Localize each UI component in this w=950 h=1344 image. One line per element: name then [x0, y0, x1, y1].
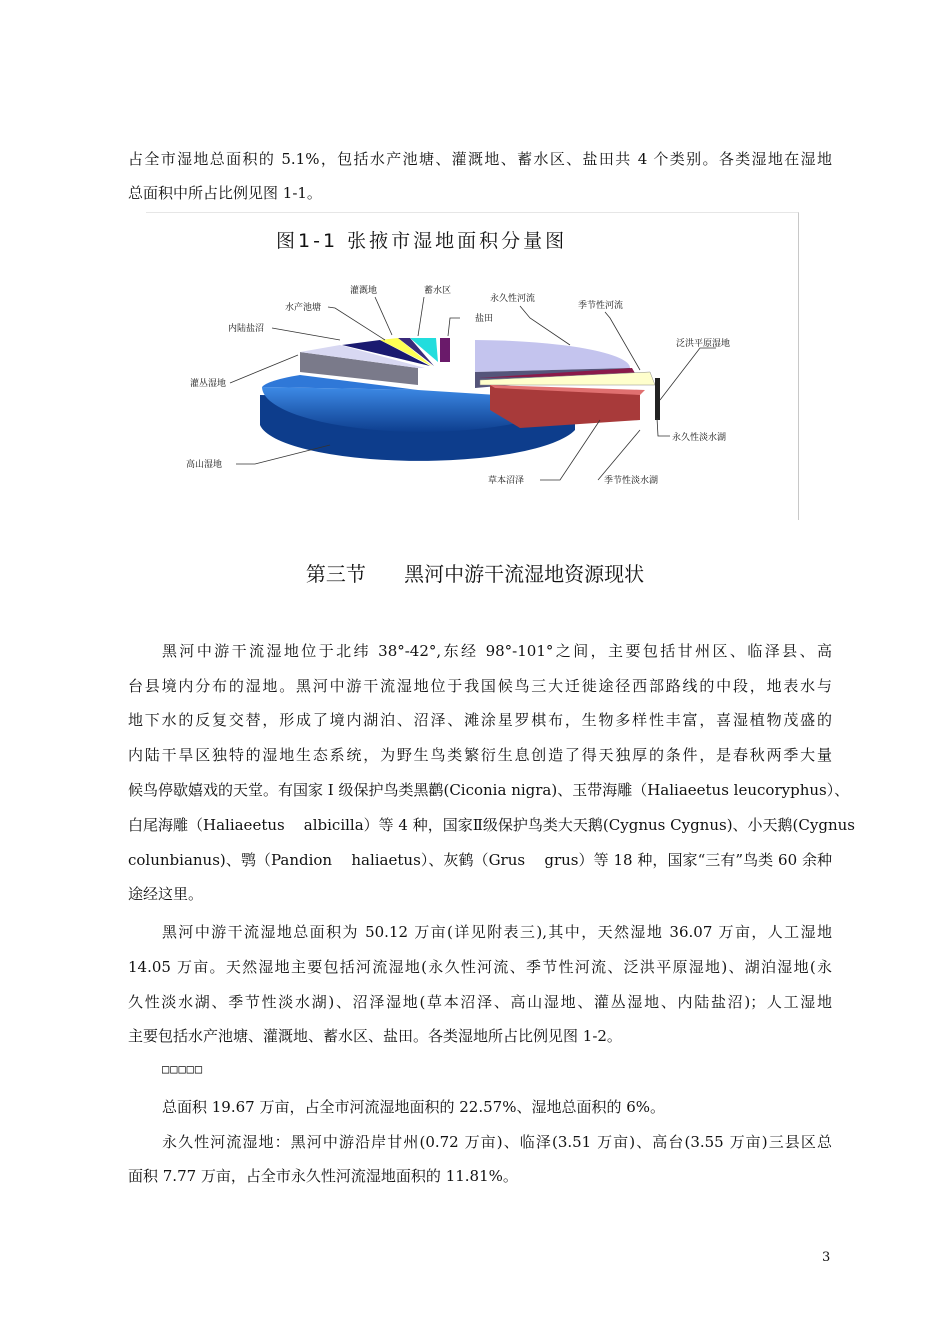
text-line: 永久性河流湿地：黑河中游沿岸甘州(0.72 万亩)、临泽(3.51 万亩)、高台(3.55 万亩)三县区总: [162, 1133, 832, 1151]
garbled-subheading: □□□□□: [162, 1062, 204, 1076]
text-line: 白尾海雕（Haliaeetus albicilla）等 4 种，国家Ⅱ级保护鸟类大天鹅(Cygnus Cygnus)、小天鹅(Cygnus: [128, 816, 855, 834]
label-yongjiuhe: 永久性河流: [490, 294, 536, 304]
text-line: 总面积中所占比例见图 1-1。: [128, 184, 322, 202]
text-line: 黑河中游干流湿地总面积为 50.12 万亩(详见附表三),其中，天然湿地 36.07 万亩，人工湿地: [162, 923, 832, 941]
slice-yongjiuhu: [655, 378, 660, 420]
pie-chart-3d: [0, 0, 950, 540]
label-jijiehu: 季节性淡水湖: [604, 476, 659, 486]
text-line: 候鸟停歇嬉戏的天堂。有国家 I 级保护鸟类黑鹳(Ciconia nigra)、玉带海雕（Haliaeetus leucoryphus）、: [128, 781, 850, 799]
text-line: 14.05 万亩。天然湿地主要包括河流湿地(永久性河流、季节性河流、泛洪平原湿地)、湖泊湿地(永: [128, 958, 832, 976]
label-caoben: 草本沼泽: [488, 476, 525, 486]
text-line: colunbianus)、鹗（Pandion haliaetus）、灰鹤（Grus grus）等 18 种，国家“三有”鸟类 60 余种: [128, 851, 832, 869]
text-line: 黑河中游干流湿地位于北纬 38°-42°,东经 98°-101°之间，主要包括甘州区、临泽县、高: [162, 642, 832, 660]
label-neiluyanzhao: 内陆盐沼: [228, 324, 265, 334]
figure-title: 图1-1 张掖市湿地面积分量图: [276, 230, 568, 252]
label-guancong: 灌丛湿地: [190, 379, 227, 389]
label-yongjiuhu: 永久性淡水湖: [672, 433, 727, 443]
label-jijiehe: 季节性河流: [578, 301, 624, 311]
text-line: 主要包括水产池塘、灌溉地、蓄水区、盐田。各类湿地所占比例见图 1-2。: [128, 1027, 622, 1045]
page-number: 3: [822, 1250, 831, 1265]
label-fanhong: 泛洪平原湿地: [676, 339, 731, 349]
text-line: 面积 7.77 万亩，占全市永久性河流湿地面积的 11.81%。: [128, 1167, 518, 1185]
slice-caoben: [490, 385, 645, 428]
text-line: 内陆干旱区独特的湿地生态系统，为野生鸟类繁衍生息创造了得天独厚的条件，是春秋两季大量: [128, 746, 832, 764]
label-shuichanchitang: 水产池塘: [285, 303, 322, 313]
label-xushuiqu: 蓄水区: [424, 286, 452, 296]
text-line: 占全市湿地总面积的 5.1%，包括水产池塘、灌溉地、蓄水区、盐田共 4 个类别。各类湿地在湿地: [128, 150, 832, 168]
section-heading: 第三节 黑河中游干流湿地资源现状: [305, 562, 645, 586]
label-yantian: 盐田: [475, 314, 494, 324]
text-line: 地下水的反复交替，形成了境内湖泊、沼泽、滩涂星罗棋布，生物多样性丰富，喜湿植物茂盛的: [128, 711, 832, 729]
text-line: 台县境内分布的湿地。黑河中游干流湿地位于我国候鸟三大迁徙途径西部路线的中段，地表水与: [128, 677, 832, 695]
text-line: 途经这里。: [128, 885, 204, 903]
label-gaoshan: 高山湿地: [186, 460, 223, 470]
slice-yantian: [440, 338, 450, 362]
text-line: 总面积 19.67 万亩，占全市河流湿地面积的 22.57%、湿地总面积的 6%。: [162, 1098, 666, 1116]
text-line: 久性淡水湖、季节性淡水湖)、沼泽湿地(草本沼泽、高山湿地、灌丛湿地、内陆盐沼)；人工湿地: [128, 993, 832, 1011]
label-guanjindi: 灌溉地: [350, 286, 378, 296]
